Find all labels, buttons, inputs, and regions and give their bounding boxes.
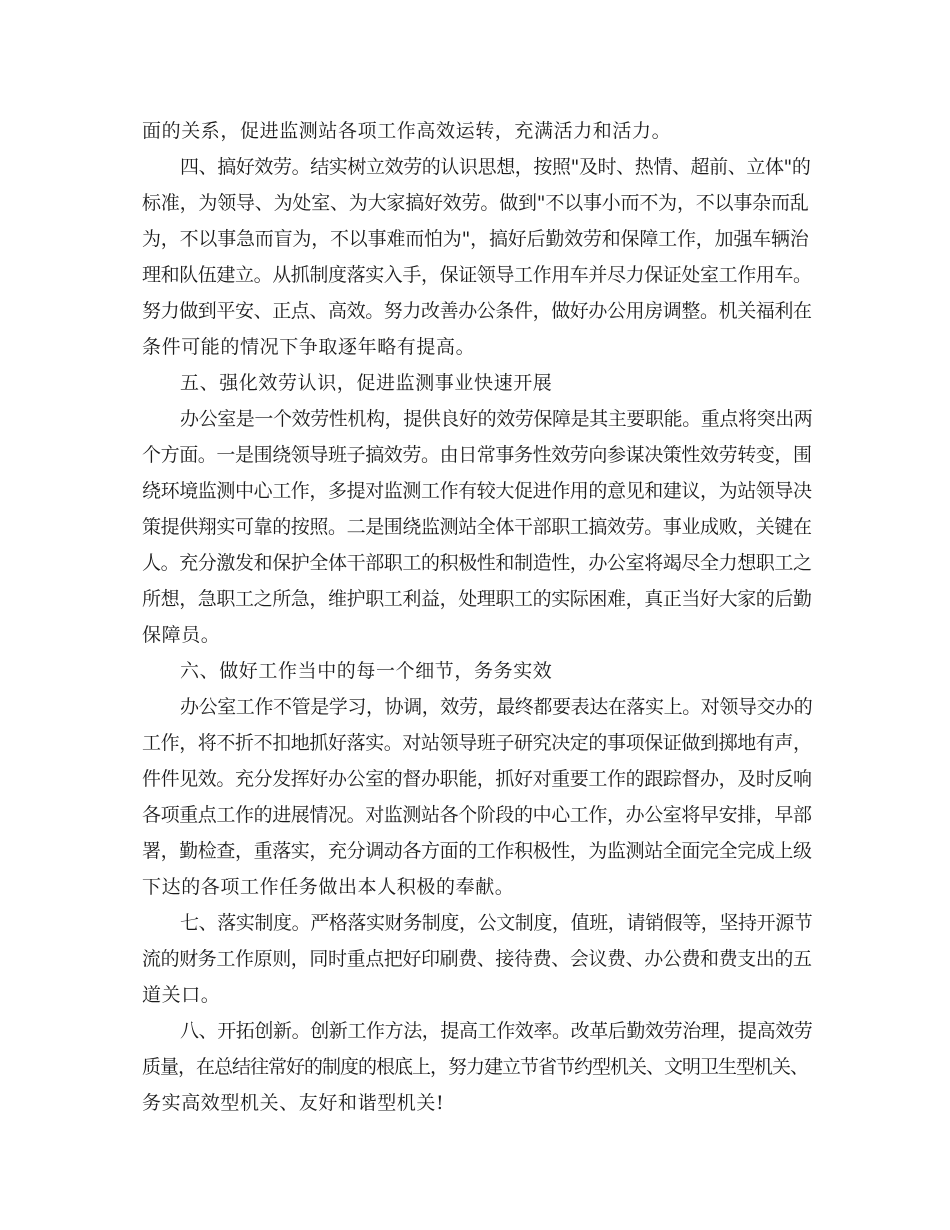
text-line-4: 为，不以事急而盲为，不以事难而怕为"，搞好后勤效劳和保障工作，加强车辆治 (142, 228, 809, 250)
text-line-5: 理和队伍建立。从抓制度落实入手，保证领导工作用车并尽力保证处室工作用车。 (142, 264, 812, 286)
text-line-3: 标准，为领导、为处室、为大家搞好效劳。做到"不以事小而不为，不以事杂而乱 (142, 192, 809, 214)
section-5-heading: 五、强化效劳认识，促进监测事业快速开展 (180, 372, 553, 394)
text-line-15: 保障员。 (142, 624, 221, 646)
text-line-21: 署，勤检查，重落实，充分调动各方面的工作积极性，为监测站全面完全完成上级 (142, 840, 812, 862)
text-line-6: 努力做到平安、正点、高效。努力改善办公条件，做好办公用房调整。机关福利在 (142, 300, 812, 322)
text-line-11: 绕环境监测中心工作，多提对监测工作有较大促进作用的意见和建议，为站领导决 (142, 480, 812, 502)
text-line-14: 所想，急职工之所急，维护职工利益，处理职工的实际困难，真正当好大家的后勤 (142, 588, 812, 610)
text-line-13: 人。充分激发和保护全体干部职工的积极性和制造性，办公室将竭尽全力想职工之 (142, 552, 812, 574)
text-line-18: 工作，将不折不扣地抓好落实。对站领导班子研究决定的事项保证做到掷地有声， (142, 732, 812, 754)
text-line-25: 道关口。 (142, 984, 221, 1006)
text-line-28: 务实高效型机关、友好和谐型机关! (142, 1092, 445, 1114)
text-line-20: 各项重点工作的进展情况。对监测站各个阶段的中心工作，办公室将早安排，早部 (142, 804, 812, 826)
section-6-heading: 六、做好工作当中的每一个细节，务务实效 (180, 660, 553, 682)
paragraph-4-heading: 四、搞好效劳。结实树立效劳的认识思想，按照"及时、热情、超前、立体"的 (180, 156, 811, 178)
text-line-24: 流的财务工作原则，同时重点把好印刷费、接待费、会议费、办公费和费支出的五 (142, 948, 812, 970)
text-line-7: 条件可能的情况下争取逐年略有提高。 (142, 336, 476, 358)
text-line-27: 质量，在总结往常好的制度的根底上，努力建立节省节约型机关、文明卫生型机关、 (142, 1056, 809, 1078)
paragraph-5-start: 办公室是一个效劳性机构，提供良好的效劳保障是其主要职能。重点将突出两 (180, 408, 813, 430)
text-line-12: 策提供翔实可靠的按照。二是围绕监测站全体干部职工搞效劳。事业成败，关键在 (142, 516, 812, 538)
text-line-10: 个方面。一是围绕领导班子搞效劳。由日常事务性效劳向参谋决策性效劳转变，围 (142, 444, 812, 466)
text-line-1: 面的关系，促进监测站各项工作高效运转，充满活力和活力。 (142, 120, 672, 142)
paragraph-6-start: 办公室工作不管是学习，协调，效劳，最终都要表达在落实上。对领导交办的 (180, 696, 813, 718)
text-line-22: 下达的各项工作任务做出本人积极的奉献。 (142, 876, 515, 898)
text-line-19: 件件见效。充分发挥好办公室的督办职能，抓好对重要工作的跟踪督办，及时反响 (142, 768, 812, 790)
paragraph-8-heading: 八、开拓创新。创新工作方法，提高工作效率。改革后勤效劳治理，提高效劳 (180, 1020, 813, 1042)
paragraph-7-heading: 七、落实制度。严格落实财务制度，公文制度，值班，请销假等，坚持开源节 (180, 912, 813, 934)
